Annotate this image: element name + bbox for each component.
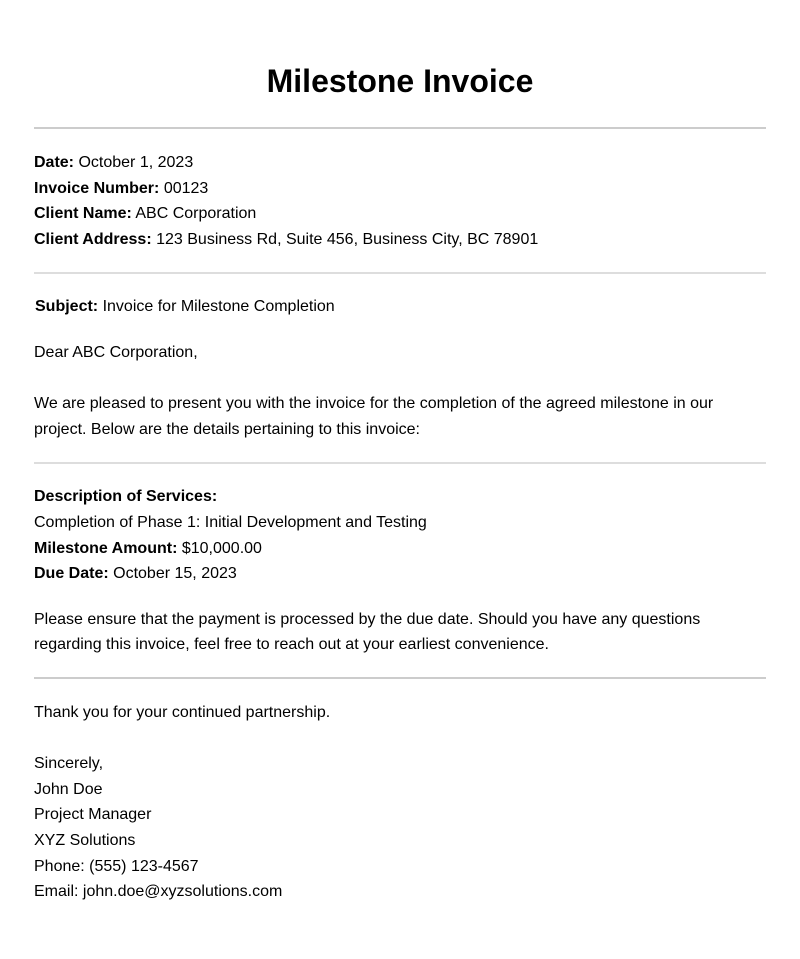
signature-name: John Doe	[34, 781, 103, 798]
client-address-value: 123 Business Rd, Suite 456, Business City, BC 78901	[156, 231, 539, 248]
description-value: Completion of Phase 1: Initial Development and Testing	[34, 514, 427, 531]
divider	[34, 127, 766, 129]
client-address-row	[34, 229, 538, 251]
payment-line-2: regarding this invoice, feel free to reach out at your earliest convenience.	[34, 636, 549, 653]
invoice-number-row	[34, 178, 208, 200]
client-address-label: Client Address:	[34, 231, 152, 248]
signature-phone: Phone: (555) 123-4567	[34, 858, 199, 875]
divider	[34, 462, 766, 464]
intro-line-2: project. Below are the details pertaining to this invoice:	[34, 421, 420, 438]
divider	[34, 272, 766, 274]
milestone-amount-row	[34, 538, 262, 560]
signature-company: XYZ Solutions	[34, 832, 136, 849]
signature-role: Project Manager	[34, 806, 152, 823]
intro-line-1: We are pleased to present you with the invoice for the completion of the agreed milestone in our	[34, 395, 714, 412]
subject-row	[35, 296, 335, 318]
milestone-amount-value: $10,000.00	[181, 540, 262, 557]
subject-label: Subject:	[35, 298, 99, 315]
greeting: Dear ABC Corporation,	[34, 344, 198, 361]
client-name-value: ABC Corporation	[135, 205, 257, 222]
client-name-label: Client Name:	[34, 205, 132, 222]
due-date-label: Due Date:	[34, 565, 109, 582]
divider	[34, 677, 766, 679]
page-title: Milestone Invoice	[266, 63, 534, 99]
thanks-line: Thank you for your continued partnership.	[34, 704, 331, 721]
signature-email: Email: john.doe@xyzsolutions.com	[34, 883, 283, 900]
due-date-value: October 15, 2023	[113, 565, 237, 582]
date-row	[34, 152, 193, 174]
signature-closing: Sincerely,	[34, 755, 104, 772]
subject-value: Invoice for Milestone Completion	[102, 298, 335, 315]
invoice-number-label: Invoice Number:	[34, 180, 160, 197]
milestone-amount-label: Milestone Amount:	[34, 540, 178, 557]
description-label	[34, 486, 217, 508]
date-label: Date:	[34, 154, 75, 171]
invoice-number-value: 00123	[163, 180, 209, 197]
payment-line-1: Please ensure that the payment is processed by the due date. Should you have any questions	[34, 611, 701, 628]
date-value: October 1, 2023	[78, 154, 194, 171]
due-date-row	[34, 563, 237, 585]
description-label-text: Description of Services:	[34, 488, 218, 505]
client-name-row	[34, 203, 256, 225]
